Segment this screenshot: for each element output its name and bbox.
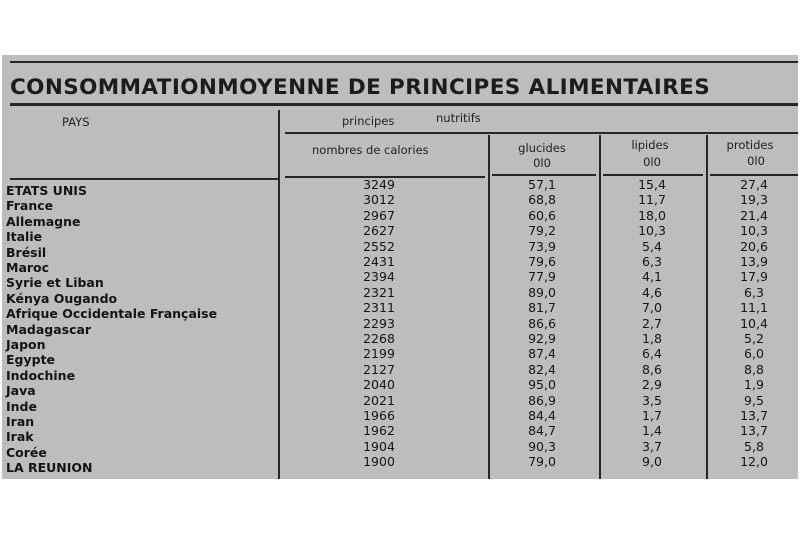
lipides-cell: 1,4 bbox=[642, 423, 662, 439]
header-principes: principes bbox=[342, 114, 395, 128]
header-calories: nombres de calories bbox=[312, 143, 429, 157]
protides-cell: 12,0 bbox=[740, 454, 768, 470]
newspaper-clipping bbox=[2, 55, 798, 479]
table-row bbox=[2, 438, 798, 460]
country-cell: Japon bbox=[6, 337, 46, 352]
header-protides: protides bbox=[726, 138, 774, 152]
country-cell: Corée bbox=[6, 444, 47, 460]
calories-cell: 2431 bbox=[363, 254, 395, 269]
country-cell: Madagascar bbox=[6, 321, 92, 337]
table-row bbox=[2, 392, 798, 414]
header-pays: PAYS bbox=[62, 115, 90, 129]
protides-cell: 6,0 bbox=[744, 346, 764, 362]
lipides-cell: 6,3 bbox=[642, 254, 662, 269]
country-cell: Iran bbox=[6, 414, 35, 429]
calories-cell: 2127 bbox=[363, 361, 395, 377]
table-row bbox=[2, 284, 798, 306]
calories-cell: 2199 bbox=[363, 346, 395, 362]
glucides-cell: 73,9 bbox=[528, 238, 556, 254]
calories-cell: 2040 bbox=[363, 377, 395, 393]
protides-cell: 19,3 bbox=[740, 192, 768, 208]
glucides-cell: 81,7 bbox=[528, 300, 556, 316]
country-cell: Indochine bbox=[6, 367, 76, 383]
header-glucides-unit: 0l0 bbox=[533, 156, 551, 170]
protides-cell: 11,1 bbox=[740, 300, 768, 316]
protides-cell: 17,9 bbox=[740, 269, 768, 285]
lipides-cell: 2,9 bbox=[642, 377, 662, 393]
glucides-cell: 92,9 bbox=[528, 331, 556, 346]
header-bottom-rule bbox=[10, 178, 278, 180]
glucides-cell: 57,1 bbox=[528, 177, 556, 192]
table-row bbox=[2, 254, 798, 275]
protides-cell: 10,4 bbox=[740, 315, 768, 331]
header-nutritifs: nutritifs bbox=[436, 111, 481, 125]
lipides-cell: 11,7 bbox=[638, 192, 666, 208]
lipides-cell: 2,7 bbox=[642, 315, 662, 331]
table-row bbox=[2, 207, 798, 229]
glucides-cell: 60,6 bbox=[528, 207, 556, 223]
table-row bbox=[2, 346, 798, 368]
country-cell: Syrie et Liban bbox=[6, 275, 104, 291]
country-cell: Allemagne bbox=[6, 213, 81, 229]
table-row bbox=[2, 377, 798, 399]
header-lipides-unit: 0l0 bbox=[643, 155, 661, 169]
lipides-cell: 4,6 bbox=[642, 284, 662, 300]
country-cell: Italie bbox=[6, 229, 43, 245]
table-row bbox=[2, 269, 798, 291]
country-cell: Egypte bbox=[6, 352, 56, 368]
calories-cell: 1900 bbox=[363, 454, 395, 470]
protides-cell: 6,3 bbox=[744, 284, 764, 300]
glucides-cell: 95,0 bbox=[528, 377, 556, 393]
lipides-cell: 5,4 bbox=[642, 238, 662, 254]
glucides-cell: 84,4 bbox=[528, 408, 556, 423]
glucides-cell: 86,6 bbox=[528, 315, 556, 331]
glucides-cell: 90,3 bbox=[528, 438, 556, 454]
table-row bbox=[2, 408, 798, 429]
glucides-cell: 77,9 bbox=[528, 269, 556, 285]
protides-cell: 9,5 bbox=[744, 392, 764, 408]
protides-cell: 1,9 bbox=[744, 377, 764, 393]
calories-cell: 1904 bbox=[363, 438, 395, 454]
table-row bbox=[2, 331, 798, 352]
calories-cell: 2394 bbox=[363, 269, 395, 285]
table-row bbox=[2, 223, 798, 245]
calories-cell: 3012 bbox=[363, 192, 395, 208]
glucides-cell: 79,6 bbox=[528, 254, 556, 269]
glucides-cell: 79,2 bbox=[528, 223, 556, 239]
country-cell: ETATS UNIS bbox=[6, 183, 87, 198]
glucides-cell: 86,9 bbox=[528, 392, 556, 408]
lipides-cell: 3,7 bbox=[642, 438, 662, 454]
protides-cell: 21,4 bbox=[740, 207, 768, 223]
lipides-cell: 8,6 bbox=[642, 361, 662, 377]
country-cell: Java bbox=[6, 383, 36, 399]
calories-cell: 2627 bbox=[363, 223, 395, 239]
protides-cell: 5,2 bbox=[744, 331, 764, 346]
lipides-cell: 3,5 bbox=[642, 392, 662, 408]
glucides-cell: 89,0 bbox=[528, 284, 556, 300]
table-row bbox=[2, 177, 798, 198]
calories-cell: 1962 bbox=[363, 423, 395, 439]
table-row bbox=[2, 423, 798, 445]
protides-cell: 8,8 bbox=[744, 361, 764, 377]
header-protides-unit: 0l0 bbox=[747, 154, 765, 168]
lipides-cell: 9,0 bbox=[642, 454, 662, 470]
nutrients-header-rule bbox=[285, 132, 798, 134]
lipides-cell: 7,0 bbox=[642, 300, 662, 316]
calories-cell: 2311 bbox=[363, 300, 395, 316]
glucides-cell: 68,8 bbox=[528, 192, 556, 208]
calories-cell: 2293 bbox=[363, 315, 395, 331]
calories-cell: 2021 bbox=[363, 392, 395, 408]
calories-cell: 2321 bbox=[363, 284, 395, 300]
protides-cell: 13,7 bbox=[740, 423, 768, 439]
lipides-cell: 4,1 bbox=[642, 269, 662, 285]
table-row bbox=[2, 454, 798, 476]
lipides-cell: 1,7 bbox=[642, 408, 662, 423]
protides-cell: 5,8 bbox=[744, 438, 764, 454]
calories-cell: 1966 bbox=[363, 408, 395, 423]
lipides-cell: 6,4 bbox=[642, 346, 662, 362]
lipides-cell: 10,3 bbox=[638, 223, 666, 239]
calories-cell: 2967 bbox=[363, 207, 395, 223]
lipides-cell: 18,0 bbox=[638, 207, 666, 223]
calories-cell: 3249 bbox=[363, 177, 395, 192]
header-glucides: glucides bbox=[518, 141, 566, 155]
lipides-header-rule bbox=[603, 174, 703, 176]
country-cell: Inde bbox=[6, 398, 37, 414]
table-row bbox=[2, 300, 798, 322]
country-cell: LA REUNION bbox=[6, 460, 93, 476]
protides-cell: 27,4 bbox=[740, 177, 768, 192]
protides-header-rule bbox=[710, 174, 798, 176]
title-top-rule bbox=[10, 61, 798, 63]
calories-cell: 2552 bbox=[363, 238, 395, 254]
glucides-cell: 87,4 bbox=[528, 346, 556, 362]
table-row bbox=[2, 361, 798, 383]
protides-cell: 13,9 bbox=[740, 254, 768, 269]
country-cell: Irak bbox=[6, 429, 34, 445]
glucides-header-rule bbox=[492, 174, 596, 176]
protides-cell: 13,7 bbox=[740, 408, 768, 423]
country-cell: Brésil bbox=[6, 244, 47, 260]
protides-cell: 10,3 bbox=[740, 223, 768, 239]
glucides-cell: 82,4 bbox=[528, 361, 556, 377]
lipides-cell: 15,4 bbox=[638, 177, 666, 192]
glucides-cell: 84,7 bbox=[528, 423, 556, 439]
lipides-cell: 1,8 bbox=[642, 331, 662, 346]
protides-cell: 20,6 bbox=[740, 238, 768, 254]
header-lipides: lipides bbox=[631, 138, 669, 152]
country-cell: Kénya Ougando bbox=[6, 290, 118, 306]
country-cell: Maroc bbox=[6, 260, 50, 275]
calories-cell: 2268 bbox=[363, 331, 395, 346]
country-cell: France bbox=[6, 198, 54, 214]
country-cell: Afrique Occidentale Française bbox=[6, 306, 218, 322]
title-bottom-rule bbox=[10, 103, 798, 106]
table-row bbox=[2, 238, 798, 260]
table-title: CONSOMMATIONMOYENNE DE PRINCIPES ALIMENTAIRES bbox=[10, 75, 711, 100]
glucides-cell: 79,0 bbox=[528, 454, 556, 470]
table-row bbox=[2, 192, 798, 214]
table-row bbox=[2, 315, 798, 337]
